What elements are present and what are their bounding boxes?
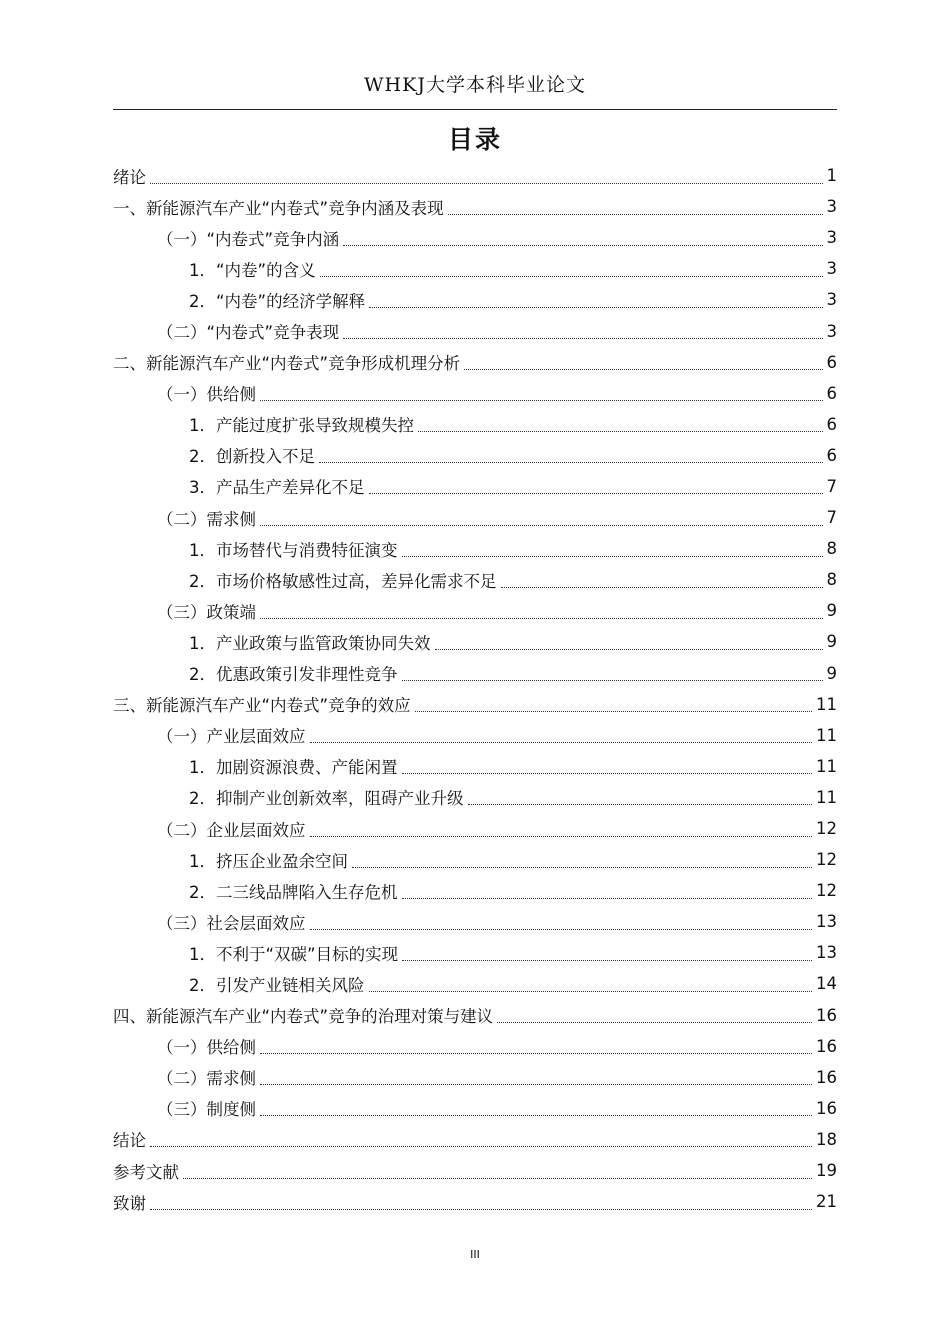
toc-dot-leader [369,990,813,992]
toc-entry-label: 1．产业政策与监管政策协同失效 [189,633,431,653]
toc-entry-label: 3．产品生产差异化不足 [189,478,365,498]
toc-entry-page: 19 [816,1161,837,1181]
toc-entry-label: 1．不利于“双碳”目标的实现 [189,944,399,964]
toc-entry-page: 14 [816,974,837,994]
toc-entry[interactable] [113,160,837,191]
toc-dot-leader [497,1021,812,1023]
toc-entry-label: （一）产业层面效应 [157,727,306,747]
toc-entry[interactable] [113,813,837,844]
toc-entry-label: （一）供给侧 [157,385,256,405]
toc-dot-leader [310,741,813,743]
toc-entry-page: 3 [826,259,837,279]
toc-entry[interactable] [113,284,837,315]
toc-entry[interactable] [113,595,837,626]
toc-entry[interactable] [113,626,837,657]
toc-entry[interactable] [113,844,837,875]
toc-dot-leader [260,1052,812,1054]
toc-dot-leader [369,492,823,494]
toc-dot-leader [343,244,822,246]
toc-entry-page: 13 [816,912,837,932]
toc-dot-leader [402,959,812,961]
toc-entry-label: 1．市场替代与消费特征演变 [189,540,398,560]
toc-entry-page: 12 [816,850,837,870]
toc-entry[interactable] [113,253,837,284]
toc-entry-page: 18 [816,1129,837,1149]
toc-entry-label: 2．二三线品牌陷入生存危机 [189,882,398,902]
toc-entry-page: 3 [826,321,837,341]
toc-entry[interactable] [113,782,837,813]
toc-entry[interactable] [113,315,837,346]
toc-entry[interactable] [113,875,837,906]
toc-entry[interactable] [113,471,837,502]
toc-dot-leader [468,803,813,805]
toc-entry-label: 结论 [113,1131,146,1151]
toc-entry-label: （三）社会层面效应 [157,913,306,933]
toc-entry-label: （二）企业层面效应 [157,820,306,840]
toc-entry[interactable] [113,1155,837,1186]
toc-entry-page: 11 [816,725,837,745]
toc-entry-page: 9 [826,601,837,621]
toc-entry[interactable] [113,1124,837,1155]
toc-entry-label: 1．产能过度扩张导致规模失控 [189,416,414,436]
toc-entry[interactable] [113,937,837,968]
toc-entry-page: 16 [816,1005,837,1025]
toc-entry-label: 2．创新投入不足 [189,447,315,467]
toc-dot-leader [402,772,813,774]
toc-entry-page: 12 [816,819,837,839]
running-header: WHKJ大学本科毕业论文 [364,74,586,96]
toc-dot-leader [319,461,823,463]
toc-dot-leader [418,430,823,432]
toc-entry-page: 7 [826,476,837,496]
toc-entry-label: 一、新能源汽车产业“内卷式”竞争内涵及表现 [113,198,444,218]
toc-dot-leader [260,1114,812,1116]
toc-dot-leader [260,399,823,401]
toc-entry-label: （二）“内卷式”竞争表现 [157,323,340,343]
toc-entry-label: 1．“内卷”的含义 [189,260,316,280]
toc-entry-label: 2．引发产业链相关风险 [189,975,365,995]
toc-dot-leader [464,368,822,370]
toc-dot-leader [310,928,813,930]
toc-dot-leader [310,835,813,837]
toc-entry-label: 四、新能源汽车产业“内卷式”竞争的治理对策与建议 [113,1007,494,1027]
toc-entry-label: 2．市场价格敏感性过高，差异化需求不足 [189,571,497,591]
toc-entry-page: 1 [826,166,837,186]
toc-entry[interactable] [113,347,837,378]
toc-entry-label: 参考文献 [113,1162,179,1182]
toc-entry-page: 6 [826,414,837,434]
toc-entry-label: （一）供给侧 [157,1038,256,1058]
toc-entry[interactable] [113,1031,837,1062]
toc-entry[interactable] [113,1000,837,1031]
toc-entry-page: 12 [816,881,837,901]
toc-entry[interactable] [113,378,837,409]
toc-entry-label: （三）制度侧 [157,1100,256,1120]
toc-dot-leader [320,275,823,277]
toc-entry[interactable] [113,689,837,720]
toc-entry-label: 绪论 [113,167,146,187]
toc-dot-leader [352,866,812,868]
toc-dot-leader [150,1208,812,1210]
toc-entry-page: 6 [826,383,837,403]
toc-entry-page: 3 [826,290,837,310]
toc-dot-leader [435,648,823,650]
toc-entry-page: 8 [826,570,837,590]
toc-entry[interactable] [113,968,837,999]
toc-entry[interactable] [113,1093,837,1124]
toc-dot-leader [343,337,822,339]
toc-entry-label: （一）“内卷式”竞争内涵 [157,229,340,249]
toc-entry-page: 16 [816,1036,837,1056]
toc-dot-leader [448,213,823,215]
page-number: III [470,1248,480,1261]
toc-entry[interactable] [113,564,837,595]
toc-entry-page: 7 [826,508,837,528]
toc-entry[interactable] [113,1062,837,1093]
toc-entry-label: （三）政策端 [157,602,256,622]
toc-dot-leader [150,182,823,184]
toc-entry-page: 16 [816,1067,837,1087]
toc-entry-label: （二）需求侧 [157,1069,256,1089]
toc-entry-page: 3 [826,228,837,248]
toc-entry-label: 2．“内卷”的经济学解释 [189,291,366,311]
toc-entry-page: 11 [816,756,837,776]
toc-entry[interactable] [113,720,837,751]
toc-entry[interactable] [113,502,837,533]
toc-dot-leader [183,1177,812,1179]
toc-entry-page: 16 [816,1098,837,1118]
toc-entry-page: 3 [826,197,837,217]
toc-entry-page: 9 [826,663,837,683]
toc-entry[interactable] [113,906,837,937]
toc-entry-page: 9 [826,632,837,652]
toc-dot-leader [501,586,823,588]
toc-dot-leader [415,710,812,712]
toc-dot-leader [369,306,822,308]
toc-entry-label: 1．挤压企业盈余空间 [189,851,348,871]
toc-entry-label: （二）需求侧 [157,509,256,529]
toc-entry-page: 13 [816,943,837,963]
toc-entry-page: 6 [826,352,837,372]
toc-entry[interactable] [113,440,837,471]
toc-entry-label: 致谢 [113,1193,146,1213]
toc-entry-page: 11 [816,694,837,714]
toc-dot-leader [402,555,823,557]
toc-entry-page: 6 [826,445,837,465]
toc-entry[interactable] [113,222,837,253]
toc-entry-label: 三、新能源汽车产业“内卷式”竞争的效应 [113,696,411,716]
toc-entry-page: 11 [816,787,837,807]
toc-dot-leader [150,1145,812,1147]
toc-dot-leader [402,679,823,681]
toc-entry[interactable] [113,409,837,440]
toc-title: 目录 [447,125,502,154]
toc-entry-label: 2．抑制产业创新效率，阻碍产业升级 [189,789,464,809]
toc-entry[interactable] [113,658,837,689]
toc-dot-leader [260,524,823,526]
toc-entry-label: 2．优惠政策引发非理性竞争 [189,665,398,685]
table-of-contents [113,160,837,1217]
toc-entry[interactable] [113,751,837,782]
toc-entry[interactable] [113,533,837,564]
toc-entry-label: 二、新能源汽车产业“内卷式”竞争形成机理分析 [113,354,461,374]
toc-entry-label: 1．加剧资源浪费、产能闲置 [189,758,398,778]
toc-entry-page: 21 [816,1192,837,1212]
toc-entry-page: 8 [826,539,837,559]
toc-entry[interactable] [113,1186,837,1217]
header-divider [113,109,837,110]
toc-entry[interactable] [113,191,837,222]
toc-dot-leader [402,897,813,899]
toc-dot-leader [260,617,823,619]
toc-dot-leader [260,1083,812,1085]
